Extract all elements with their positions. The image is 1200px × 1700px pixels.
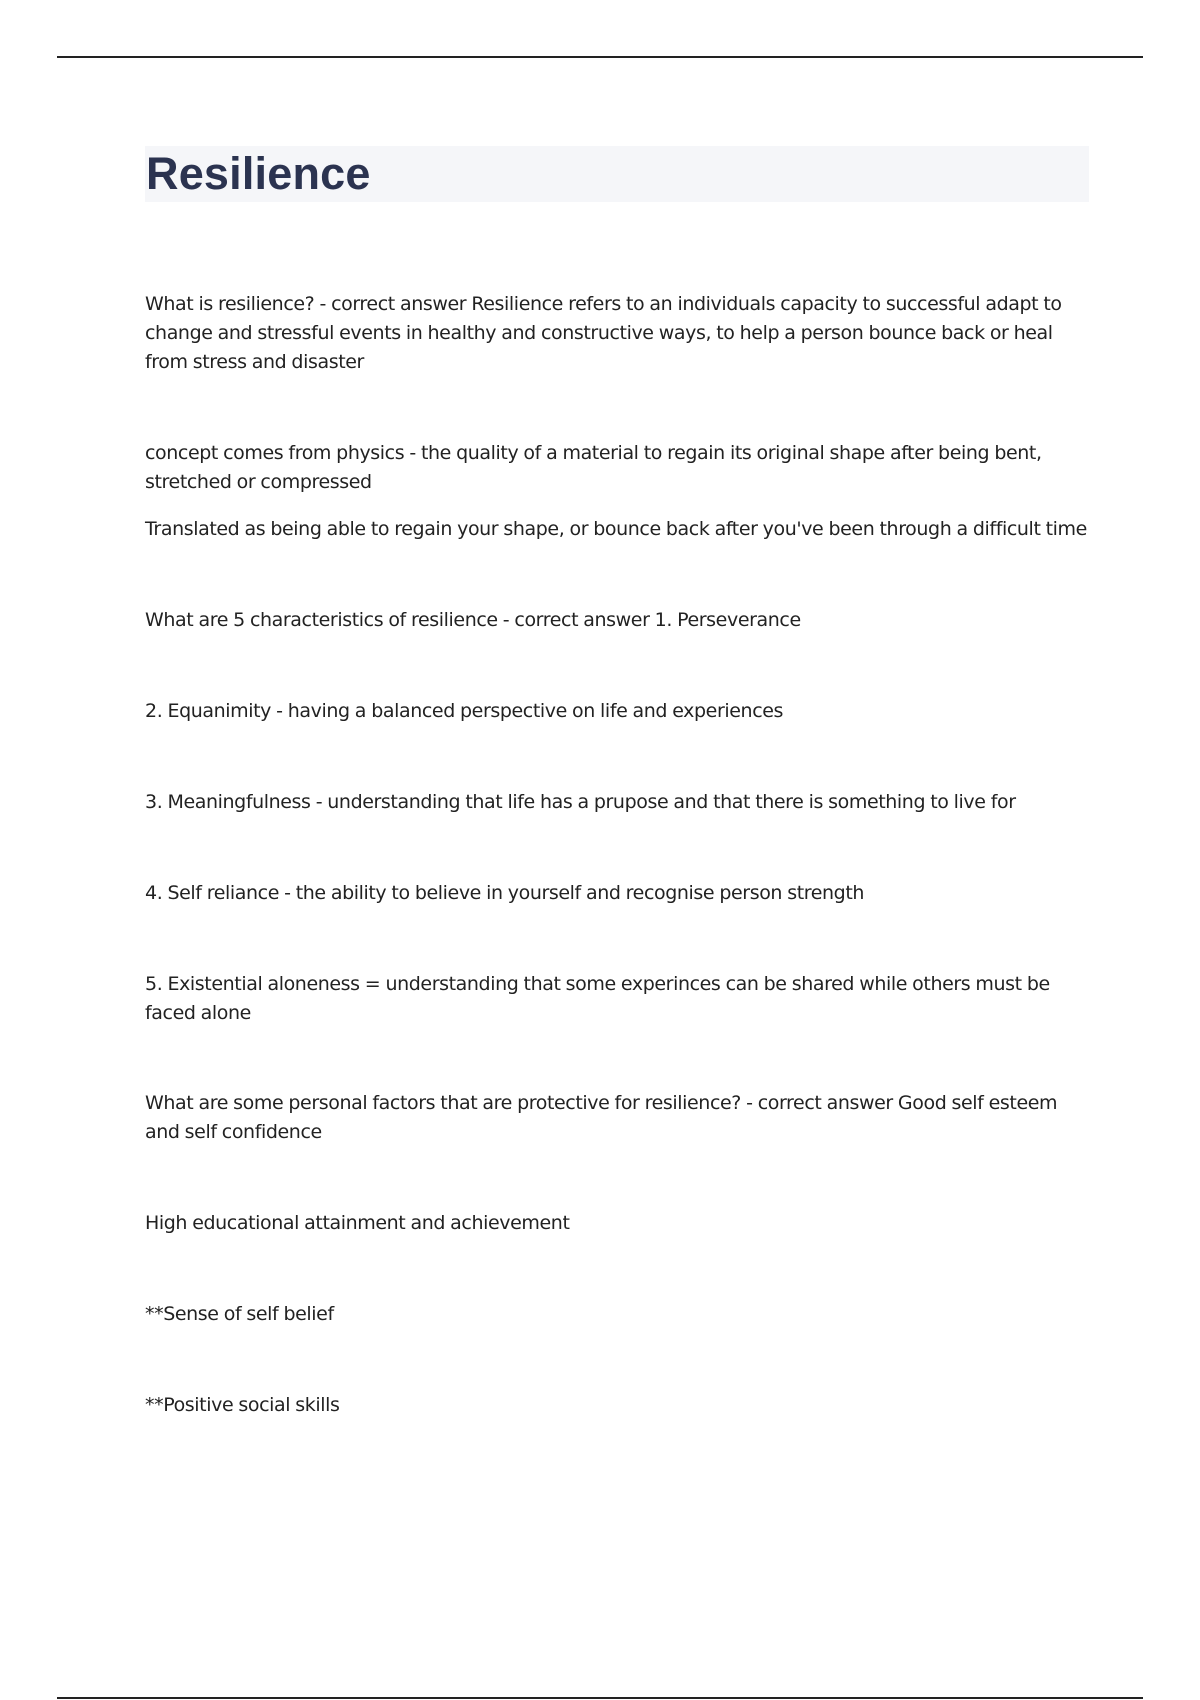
paragraph-self-belief: **Sense of self belief (145, 1303, 334, 1325)
paragraph-social-skills: **Positive social skills (145, 1394, 340, 1416)
top-rule (57, 56, 1143, 58)
paragraph-meaningfulness: 3. Meaningfulness - understanding that life has a prupose and that there is something to live for (145, 791, 1016, 813)
page-title: Resilience (146, 148, 371, 199)
bottom-rule (57, 1697, 1143, 1699)
paragraph-existential-aloneness: 5. Existential aloneness = understanding that some experinces can be shared while others must be faced alone (145, 973, 1050, 1024)
paragraph-what-is-resilience: What is resilience? - correct answer Resilience refers to an individuals capacity to successful adapt to change and stressful events in healthy and constructive ways, to help a person bounce back or heal from stress and disaster (145, 293, 1062, 373)
paragraph-physics-concept: concept comes from physics - the quality of a material to regain its original shape after being bent, stretched or compressed (145, 442, 1042, 493)
paragraph-personal-factors: What are some personal factors that are protective for resilience? - correct answer Good self esteem and self confidence (145, 1092, 1058, 1143)
paragraph-educational-attainment: High educational attainment and achievement (145, 1212, 570, 1234)
paragraph-five-characteristics: What are 5 characteristics of resilience - correct answer 1. Perseverance (145, 609, 801, 631)
paragraph-equanimity: 2. Equanimity - having a balanced perspective on life and experiences (145, 700, 784, 722)
paragraph-self-reliance: 4. Self reliance - the ability to believe in yourself and recognise person strength (145, 882, 865, 904)
paragraph-translated: Translated as being able to regain your shape, or bounce back after you've been through a difficult time (145, 518, 1087, 540)
